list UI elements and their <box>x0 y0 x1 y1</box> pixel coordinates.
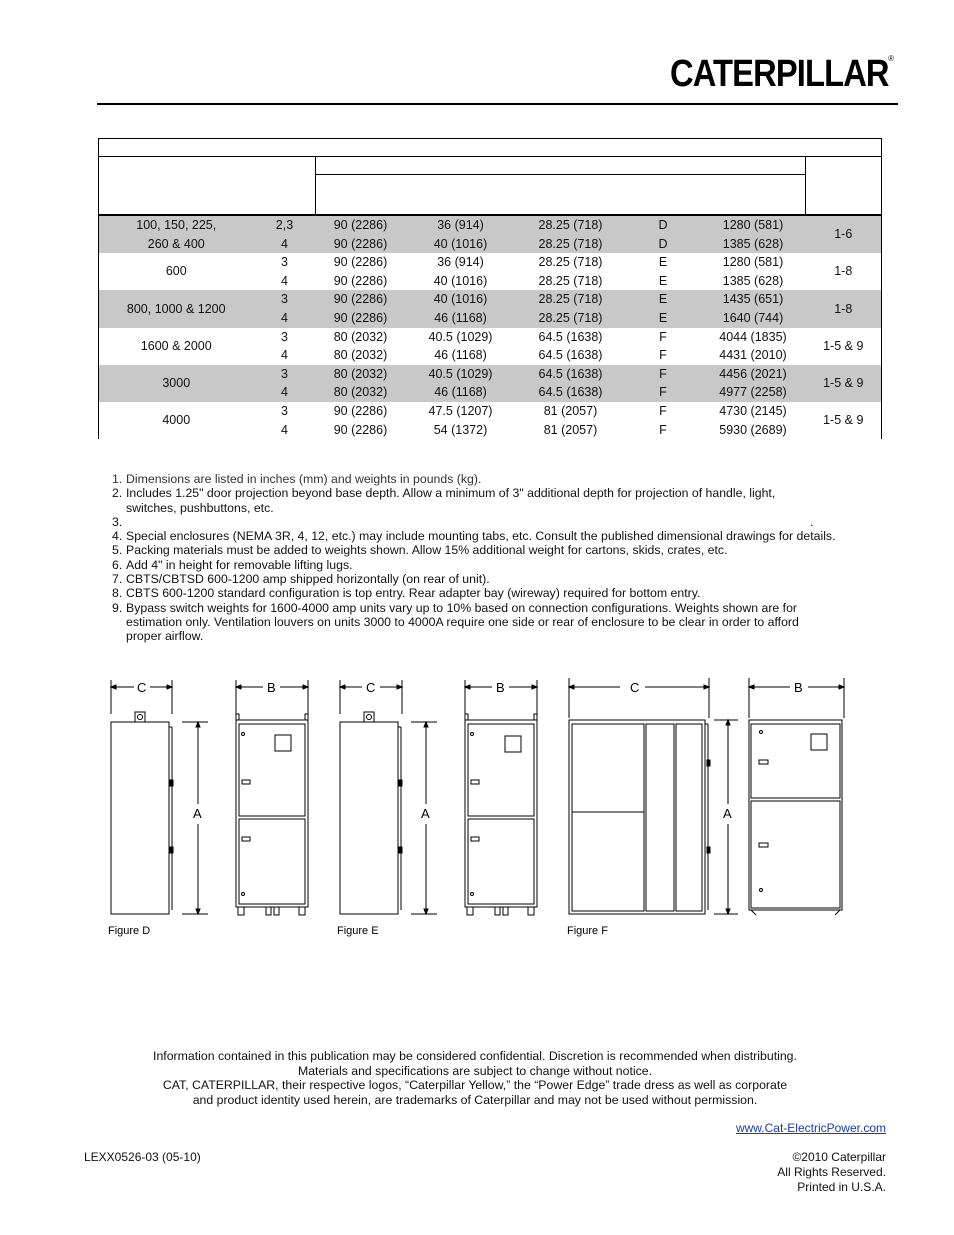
cell-a: 80 (2032) <box>333 329 388 344</box>
cell-fig: F <box>626 365 701 384</box>
cell-poles: 3 <box>254 290 316 309</box>
cell-b: 36 (914) <box>437 255 484 270</box>
note-item <box>112 572 872 586</box>
note-number: 5. <box>112 543 123 558</box>
fig-d-dim-c: C <box>137 680 147 695</box>
figure-e-side <box>340 680 437 914</box>
cell-c: 28.25 (718) <box>516 309 626 328</box>
note-number: 6. <box>112 557 123 572</box>
figure-d-front <box>236 680 308 915</box>
cell-fig: E <box>658 273 668 288</box>
note-item <box>112 558 872 572</box>
table-title-row <box>99 139 882 157</box>
cell-b: 40.5 (1029) <box>406 365 516 384</box>
website-link[interactable]: www.Cat-ElectricPower.com <box>735 1121 886 1135</box>
cell-b: 40.5 (1029) <box>428 329 493 344</box>
cell-c: 64.5 (1638) <box>516 383 626 402</box>
cell-b: 46 (1168) <box>434 348 487 363</box>
notes-ref-cell: 1-8 <box>806 253 882 290</box>
notes-ref-cell: 1-5 & 9 <box>806 365 882 402</box>
caption-figure-d: Figure D <box>108 925 151 937</box>
note-number: 3. <box>112 514 123 529</box>
cell-wt: 1385 (628) <box>722 273 784 288</box>
note-text: Includes 1.25" door projection beyond base depth. Allow a minimum of 3" additional depth for projection of handle, light, <box>126 486 776 501</box>
table-row <box>99 402 882 421</box>
note-item <box>112 529 872 543</box>
enclosure-figures <box>100 672 860 944</box>
note-text: CBTS/CBTSD 600-1200 amp shipped horizontally (on rear of unit). <box>126 572 490 587</box>
fig-f-dim-b: B <box>794 680 803 695</box>
cell-poles: 3 <box>281 329 288 344</box>
cell-c: 81 (2057) <box>543 422 598 437</box>
cell-b: 40 (1016) <box>406 290 516 309</box>
header-cell-dimensions <box>316 157 806 216</box>
cell-wt: 1280 (581) <box>722 255 784 270</box>
note-text: switches, pushbuttons, etc. <box>126 500 274 515</box>
cell-a: 90 (2286) <box>316 215 406 235</box>
notes-ref-cell: 1-5 & 9 <box>806 402 882 439</box>
note-number: 4. <box>112 529 123 544</box>
table-row <box>99 215 882 235</box>
cell-wt: 4044 (1835) <box>719 329 787 344</box>
fig-e-dim-a: A <box>421 806 430 821</box>
note-item <box>112 601 872 644</box>
caption-figure-f: Figure F <box>567 925 608 937</box>
cell-a: 90 (2286) <box>333 273 388 288</box>
cell-poles: 3 <box>281 255 288 270</box>
fig-f-dim-a: A <box>723 806 732 821</box>
fig-e-dim-c: C <box>366 680 376 695</box>
note-item <box>112 543 872 557</box>
cell-fig: F <box>659 329 667 344</box>
amperage-cell <box>99 328 254 365</box>
cell-c: 28.25 (718) <box>516 290 626 309</box>
amperage-cell <box>99 253 254 290</box>
note-number: 2. <box>112 486 123 501</box>
cell-wt: 5930 (2689) <box>719 422 787 437</box>
table-row <box>99 328 882 347</box>
cell-poles: 4 <box>254 235 316 254</box>
amperage-text: 100, 150, 225, <box>136 218 217 232</box>
fig-d-dim-b: B <box>267 680 276 695</box>
cell-wt: 4730 (2145) <box>719 403 787 418</box>
cell-c: 64.5 (1638) <box>538 348 603 363</box>
note-text: estimation only. Ventilation louvers on units 3000 to 4000A require one side or rear of enclosure to be clear in order to afford <box>126 614 799 629</box>
note-item <box>112 486 872 515</box>
cell-a: 90 (2286) <box>333 403 388 418</box>
cell-wt: 4456 (2021) <box>701 365 806 384</box>
table-row <box>99 253 882 272</box>
header-cell-amps <box>99 157 316 216</box>
dimensions-table <box>98 138 882 439</box>
amperage-text: 3000 <box>162 376 191 391</box>
cell-b: 36 (914) <box>406 215 516 235</box>
fig-f-dim-c: C <box>630 680 640 695</box>
amperage-cell <box>99 290 254 327</box>
fig-d-dim-a: A <box>193 806 202 821</box>
table-row <box>99 290 882 309</box>
note-tail: . <box>810 514 814 529</box>
footer-line: CAT, CATERPILLAR, their respective logos, “Caterpillar Yellow,” the “Power Edge” trade dress as well as corporate <box>162 1078 788 1093</box>
note-text: Special enclosures (NEMA 3R, 4, 12, etc.) may include mounting tabs, etc. Consult the published dimensional drawings for details. <box>126 529 836 544</box>
cell-a: 80 (2032) <box>333 348 388 363</box>
cell-a: 90 (2286) <box>316 290 406 309</box>
cell-wt: 1280 (581) <box>701 215 806 235</box>
cell-poles: 4 <box>281 422 288 437</box>
note-text: Bypass switch weights for 1600-4000 amp units vary up to 10% based on connection configurations. Weights shown are for <box>126 600 798 615</box>
cell-fig: F <box>659 348 667 363</box>
note-text: Dimensions are listed in inches (mm) and weights in pounds (kg). <box>126 472 482 486</box>
document-number: LEXX0526-03 (05-10) <box>84 1150 201 1164</box>
cell-c: 28.25 (718) <box>538 255 603 270</box>
notes-ref-cell: 1-6 <box>806 215 882 253</box>
note-number: 1. <box>112 472 123 486</box>
confidentiality-footer <box>100 1049 850 1107</box>
amperage-text: 4000 <box>162 413 191 428</box>
copyright-block <box>777 1150 886 1195</box>
note-text: Packing materials must be added to weights shown. Allow 15% additional weight for cartons, skids, crates, etc. <box>126 543 728 558</box>
cell-a: 80 (2032) <box>316 383 406 402</box>
amperage-cell <box>99 215 254 253</box>
logo-wordmark: CATERPILLAR <box>670 53 889 95</box>
cell-a: 90 (2286) <box>316 309 406 328</box>
note-item <box>112 472 872 486</box>
cell-poles: 4 <box>254 309 316 328</box>
cell-a: 90 (2286) <box>316 235 406 254</box>
amperage-text: 600 <box>165 264 187 279</box>
amperage-cell <box>99 402 254 439</box>
figure-f-side <box>749 678 844 915</box>
copyright-line: ©2010 Caterpillar <box>792 1150 886 1164</box>
cell-wt: 4431 (2010) <box>719 348 787 363</box>
cell-c: 28.25 (718) <box>538 273 603 288</box>
cell-a: 80 (2032) <box>316 365 406 384</box>
amperage-cell <box>99 365 254 402</box>
cell-b: 47.5 (1207) <box>428 403 493 418</box>
caterpillar-logo <box>670 52 896 96</box>
caption-figure-e: Figure E <box>337 925 379 937</box>
cell-poles: 4 <box>254 383 316 402</box>
cell-poles: 2,3 <box>254 215 316 235</box>
cell-fig: F <box>626 383 701 402</box>
cell-a: 90 (2286) <box>333 422 388 437</box>
amperage-text: 260 & 400 <box>147 236 205 251</box>
cell-c: 64.5 (1638) <box>538 329 603 344</box>
cell-c: 28.25 (718) <box>516 235 626 254</box>
cell-fig: D <box>626 235 701 254</box>
cell-poles: 3 <box>254 365 316 384</box>
figure-d-side <box>111 680 208 914</box>
cell-fig: D <box>626 215 701 235</box>
note-number: 8. <box>112 586 123 601</box>
cell-b: 54 (1372) <box>433 422 488 437</box>
amperage-text: 1600 & 2000 <box>140 338 212 353</box>
cell-poles: 3 <box>281 403 288 418</box>
header-rule <box>97 103 898 105</box>
cell-poles: 4 <box>281 273 288 288</box>
cell-b: 40 (1016) <box>406 235 516 254</box>
amperage-text: 800, 1000 & 1200 <box>126 301 226 316</box>
cell-wt: 4977 (2258) <box>701 383 806 402</box>
copyright-line: All Rights Reserved. <box>777 1165 886 1179</box>
footer-line: Information contained in this publication may be considered confidential. Discretion is recommended when distributing. <box>153 1049 797 1063</box>
note-text: proper airflow. <box>126 629 204 644</box>
cell-wt: 1640 (744) <box>701 309 806 328</box>
note-text <box>126 515 872 529</box>
table-row <box>99 365 882 384</box>
footer-line: Materials and specifications are subject to change without notice. <box>297 1063 653 1078</box>
cell-b: 46 (1168) <box>406 309 516 328</box>
cell-b: 40 (1016) <box>433 273 488 288</box>
note-item <box>112 586 872 600</box>
figure-f-front <box>569 678 738 914</box>
cell-a: 90 (2286) <box>333 255 388 270</box>
cell-c: 28.25 (718) <box>516 215 626 235</box>
registered-mark: ® <box>888 54 894 63</box>
cell-fig: E <box>626 290 701 309</box>
fig-e-dim-b: B <box>496 680 505 695</box>
footer-line: and product identity used herein, are trademarks of Caterpillar and may not be used without permission. <box>192 1092 758 1107</box>
cell-poles: 4 <box>281 348 288 363</box>
note-item <box>112 515 872 529</box>
note-number: 7. <box>112 572 123 587</box>
note-number: 9. <box>112 600 123 615</box>
cell-fig: F <box>659 403 667 418</box>
cell-wt: 1435 (651) <box>701 290 806 309</box>
cell-c: 64.5 (1638) <box>516 365 626 384</box>
note-text: CBTS 600-1200 standard configuration is top entry. Rear adapter bay (wireway) required for bottom entry. <box>126 586 701 601</box>
cell-wt: 1385 (628) <box>701 235 806 254</box>
cell-fig: E <box>658 255 668 270</box>
cell-fig: F <box>659 422 667 437</box>
figure-e-front <box>465 680 537 915</box>
copyright-line: Printed in U.S.A. <box>797 1180 886 1194</box>
cell-fig: E <box>626 309 701 328</box>
cell-b: 46 (1168) <box>406 383 516 402</box>
note-text: Add 4" in height for removable lifting lugs. <box>126 557 353 572</box>
notes-ref-cell: 1-5 & 9 <box>806 328 882 365</box>
cell-c: 81 (2057) <box>543 403 598 418</box>
notes-ref-cell: 1-8 <box>806 290 882 327</box>
header-cell-notes <box>806 157 882 216</box>
notes-list <box>112 472 872 644</box>
